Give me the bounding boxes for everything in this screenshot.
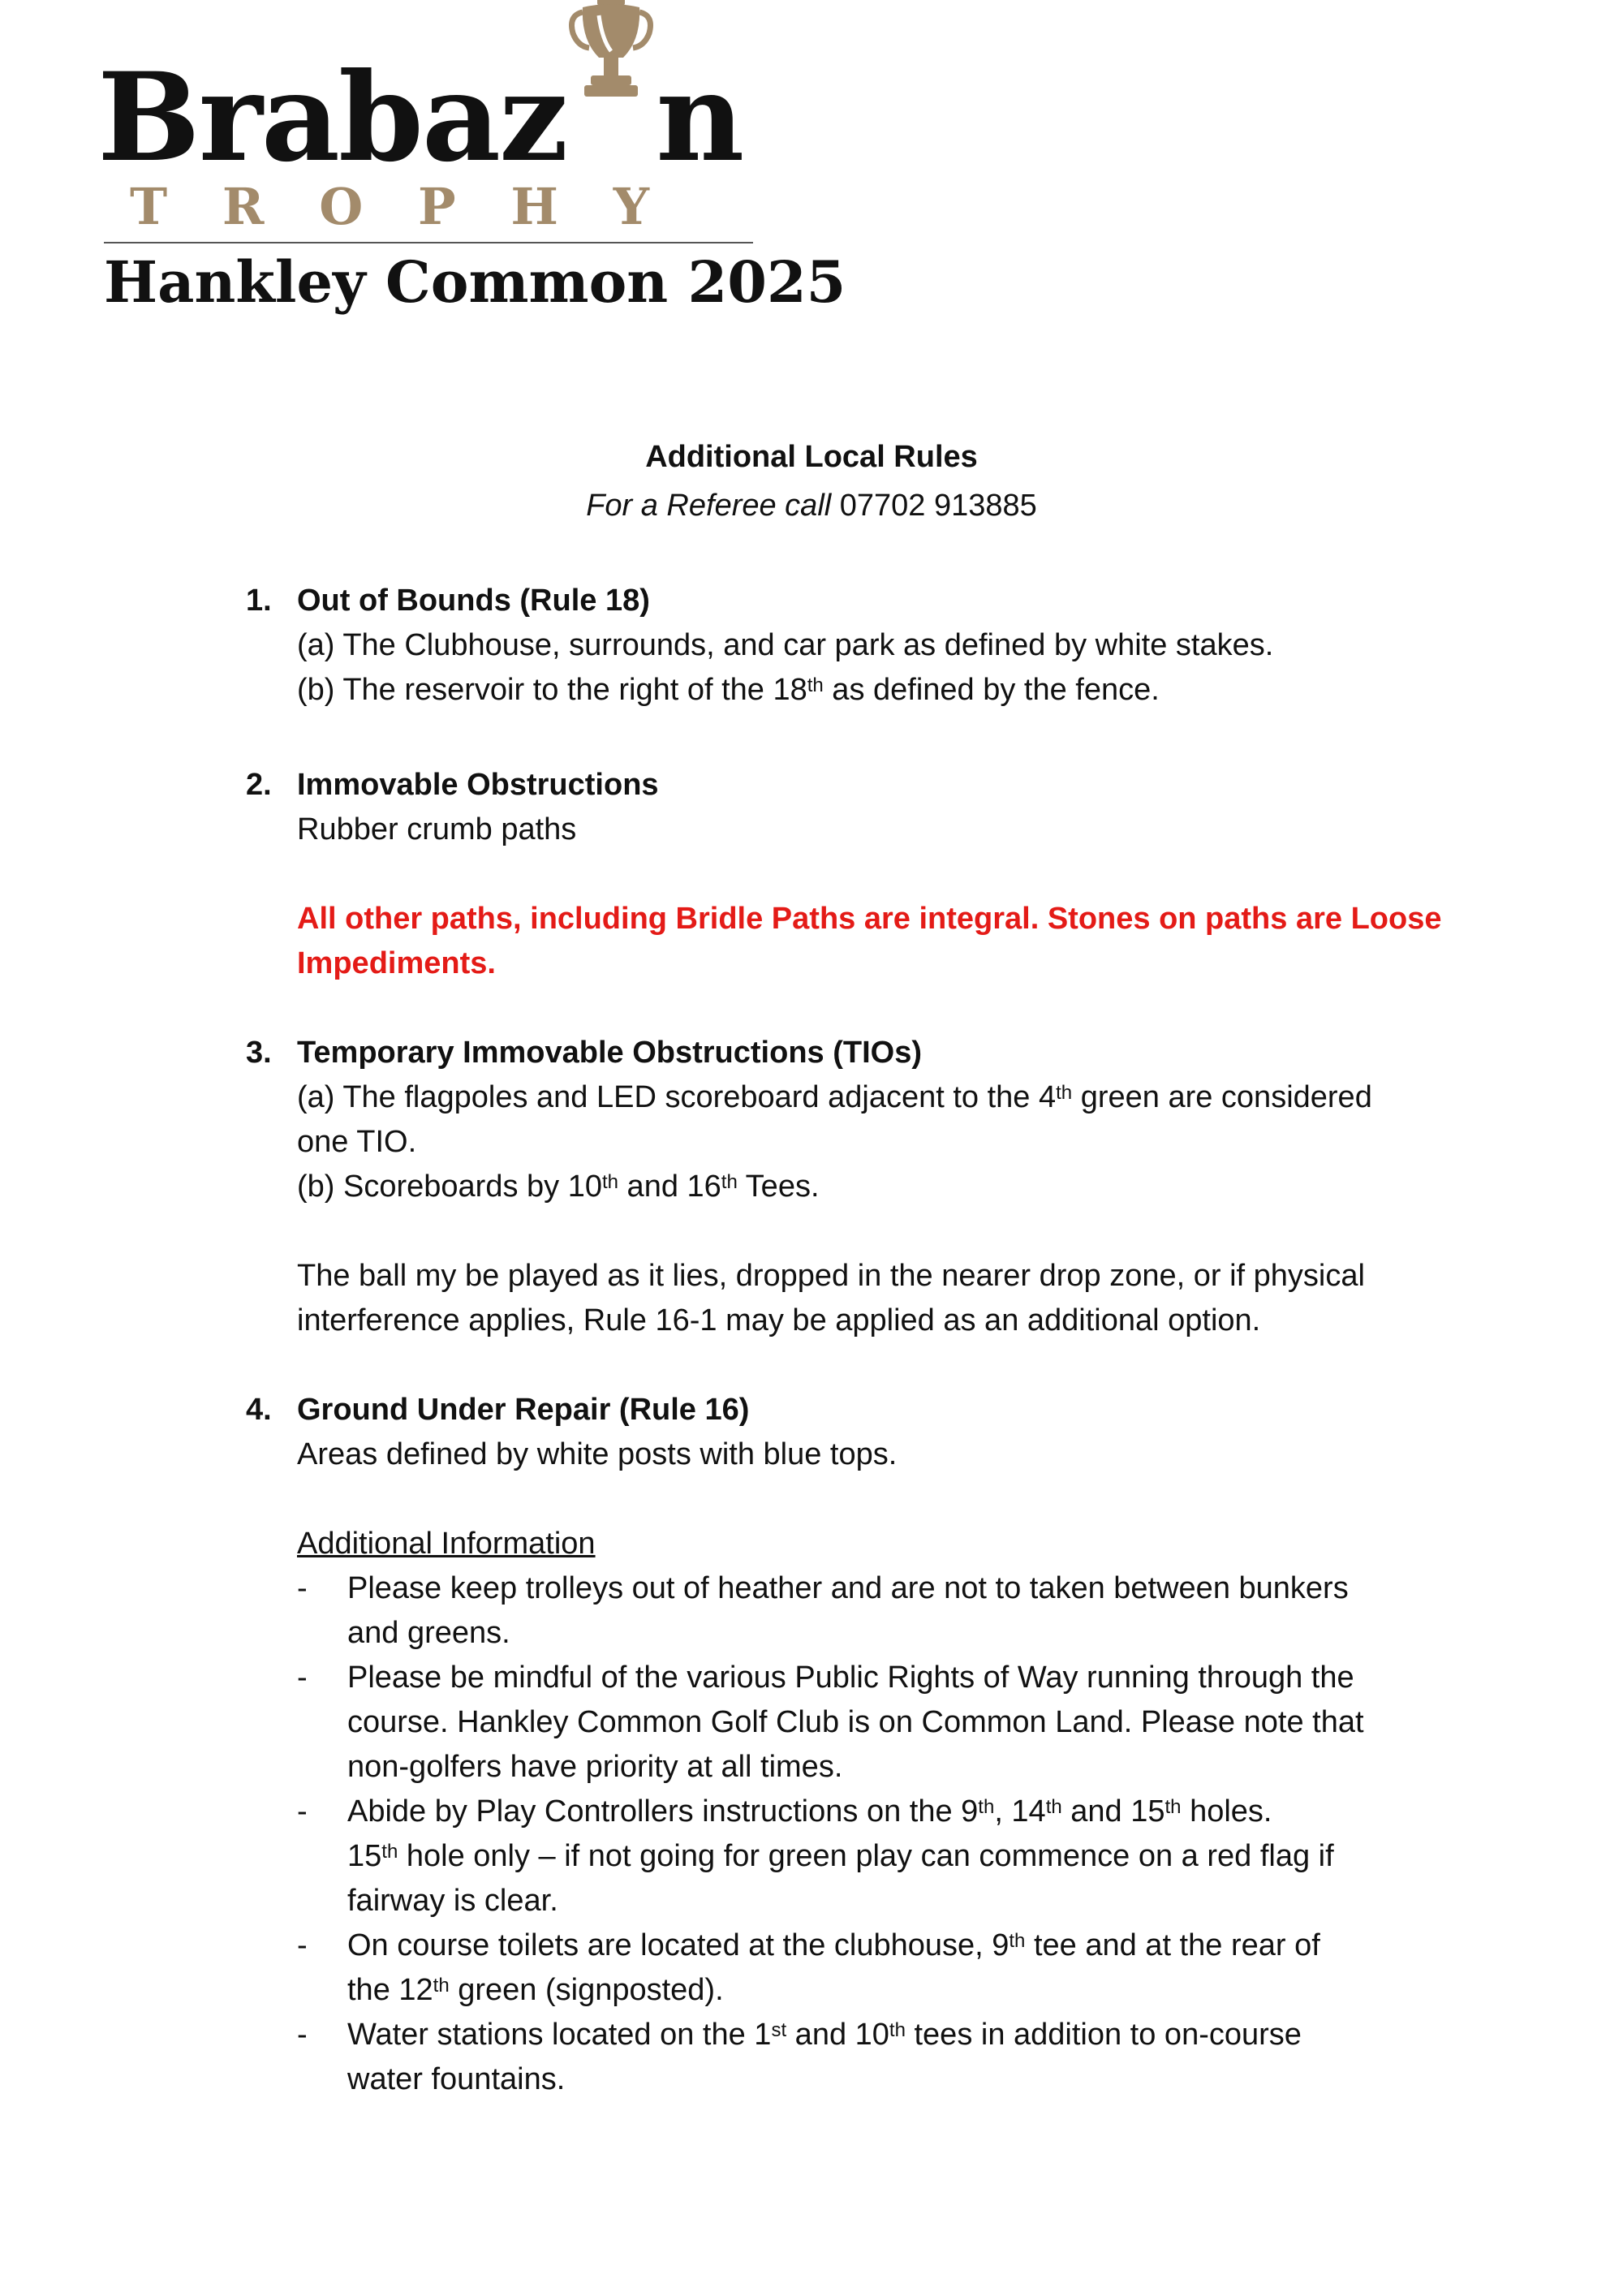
text-run: holes. [1181, 1794, 1272, 1829]
additional-info-heading: Additional Information [297, 1527, 596, 1561]
text-run: Abide by Play Controllers instructions on the 9 [347, 1794, 979, 1829]
logo-trophy-letter: O [319, 177, 364, 236]
ordinal-suffix: th [1009, 1930, 1026, 1952]
ordinal-suffix: th [1165, 1796, 1182, 1818]
rule-text: (a) The Clubhouse, surrounds, and car park as defined by white stakes. [297, 628, 1274, 662]
text-run: hole only – if not going for green play can commence on a red flag if [398, 1839, 1334, 1873]
logo-trophy-letter: H [510, 177, 558, 236]
rule-number: 2. [246, 768, 272, 802]
rule-text [297, 1165, 820, 1209]
rule-text: Rubber crumb paths [297, 812, 577, 846]
ordinal-suffix: th [381, 1841, 398, 1863]
ordinal-suffix: st [771, 2019, 787, 2041]
list-item: and greens. [347, 1616, 510, 1650]
text-run: tees in addition to on-course [905, 2018, 1302, 2052]
ordinal-suffix: th [433, 1975, 450, 1997]
text-run: and 16 [618, 1170, 721, 1204]
ordinal-suffix: th [1056, 1082, 1073, 1104]
brabazon-trophy-logo [97, 46, 846, 316]
text-run: green (signposted). [449, 1973, 724, 2007]
text-run: (b) Scoreboards by 10 [297, 1170, 602, 1204]
logo-brand-part: Braba [97, 46, 500, 189]
list-item [347, 1923, 1320, 1968]
rule-text [297, 1075, 1372, 1120]
logo-trophy-letter: P [417, 177, 456, 236]
referee-contact [0, 489, 1623, 523]
rule-text: interference applies, Rule 16-1 may be applied as an additional option. [297, 1303, 1261, 1338]
ordinal-suffix: th [889, 2019, 906, 2041]
logo-venue: Hankley Common 2025 [104, 248, 846, 316]
rule-warning: All other paths, including Bridle Paths are integral. Stones on paths are Loose [297, 902, 1442, 936]
rule-number: 3. [246, 1036, 272, 1070]
logo-trophy-letter: T [130, 177, 168, 236]
rule-heading: Ground Under Repair (Rule 16) [297, 1393, 750, 1427]
rule-text: Areas defined by white posts with blue tops. [297, 1437, 898, 1471]
logo-trophy-word [130, 177, 649, 236]
text-run: and 15 [1061, 1794, 1165, 1829]
list-item: course. Hankley Common Golf Club is on Common Land. Please note that [347, 1705, 1364, 1739]
text-run: (b) The reservoir to the right of the 18 [297, 673, 807, 707]
text-run: (a) The flagpoles and LED scoreboard adjacent to the 4 [297, 1080, 1057, 1114]
ordinal-suffix: th [601, 1171, 618, 1193]
list-item: water fountains. [347, 2062, 566, 2096]
list-bullet: - [297, 1928, 308, 1962]
list-item [347, 1834, 1334, 1879]
list-item [347, 1790, 1272, 1834]
logo-trophy-letter: R [222, 177, 265, 236]
rule-heading: Out of Bounds (Rule 18) [297, 584, 650, 618]
ordinal-suffix: th [978, 1796, 995, 1818]
ordinal-suffix: th [721, 1171, 738, 1193]
referee-label: For a Referee call [586, 489, 832, 523]
text-run: green are considered [1072, 1080, 1372, 1114]
ordinal-suffix: th [807, 674, 824, 696]
list-bullet: - [297, 1794, 308, 1829]
rule-heading: Immovable Obstructions [297, 768, 659, 802]
rule-text [297, 668, 1160, 713]
logo-divider [104, 242, 753, 243]
text-run: the 12 [347, 1973, 433, 2007]
list-bullet: - [297, 1661, 308, 1695]
page-title: Additional Local Rules [645, 440, 978, 474]
list-item: non-golfers have priority at all times. [347, 1750, 843, 1784]
text-run: tee and at the rear of [1025, 1928, 1320, 1962]
logo-brand-wordmark [97, 46, 743, 189]
referee-phone: 07702 913885 [839, 489, 1037, 523]
ordinal-suffix: th [1045, 1796, 1062, 1818]
list-item: Please be mindful of the various Public Rights of Way running through the [347, 1661, 1354, 1695]
text-run: Tees. [737, 1170, 820, 1204]
list-bullet: - [297, 1571, 308, 1605]
logo-brand-part: z [499, 46, 567, 189]
list-item: Please keep trolleys out of heather and are not to taken between bunkers [347, 1571, 1349, 1605]
text-run: and 10 [786, 2018, 889, 2052]
list-item: fairway is clear. [347, 1884, 558, 1918]
text-run: Water stations located on the 1 [347, 2018, 772, 2052]
rule-number: 1. [246, 584, 272, 618]
rule-text: The ball my be played as it lies, dropped in the nearer drop zone, or if physical [297, 1259, 1365, 1293]
text-run: , 14 [994, 1794, 1046, 1829]
rule-text: one TIO. [297, 1125, 417, 1159]
rule-number: 4. [246, 1393, 272, 1427]
rule-warning: Impediments. [297, 946, 496, 980]
logo-trophy-letter: Y [613, 177, 649, 236]
list-item [347, 1968, 724, 2013]
text-run: as defined by the fence. [823, 673, 1160, 707]
text-run: On course toilets are located at the clubhouse, 9 [347, 1928, 1010, 1962]
list-bullet: - [297, 2018, 308, 2052]
logo-brand-part: n [656, 46, 743, 189]
rule-heading: Temporary Immovable Obstructions (TIOs) [297, 1036, 923, 1070]
text-run: 15 [347, 1839, 382, 1873]
list-item [347, 2013, 1302, 2057]
trophy-cup-icon [566, 71, 656, 160]
